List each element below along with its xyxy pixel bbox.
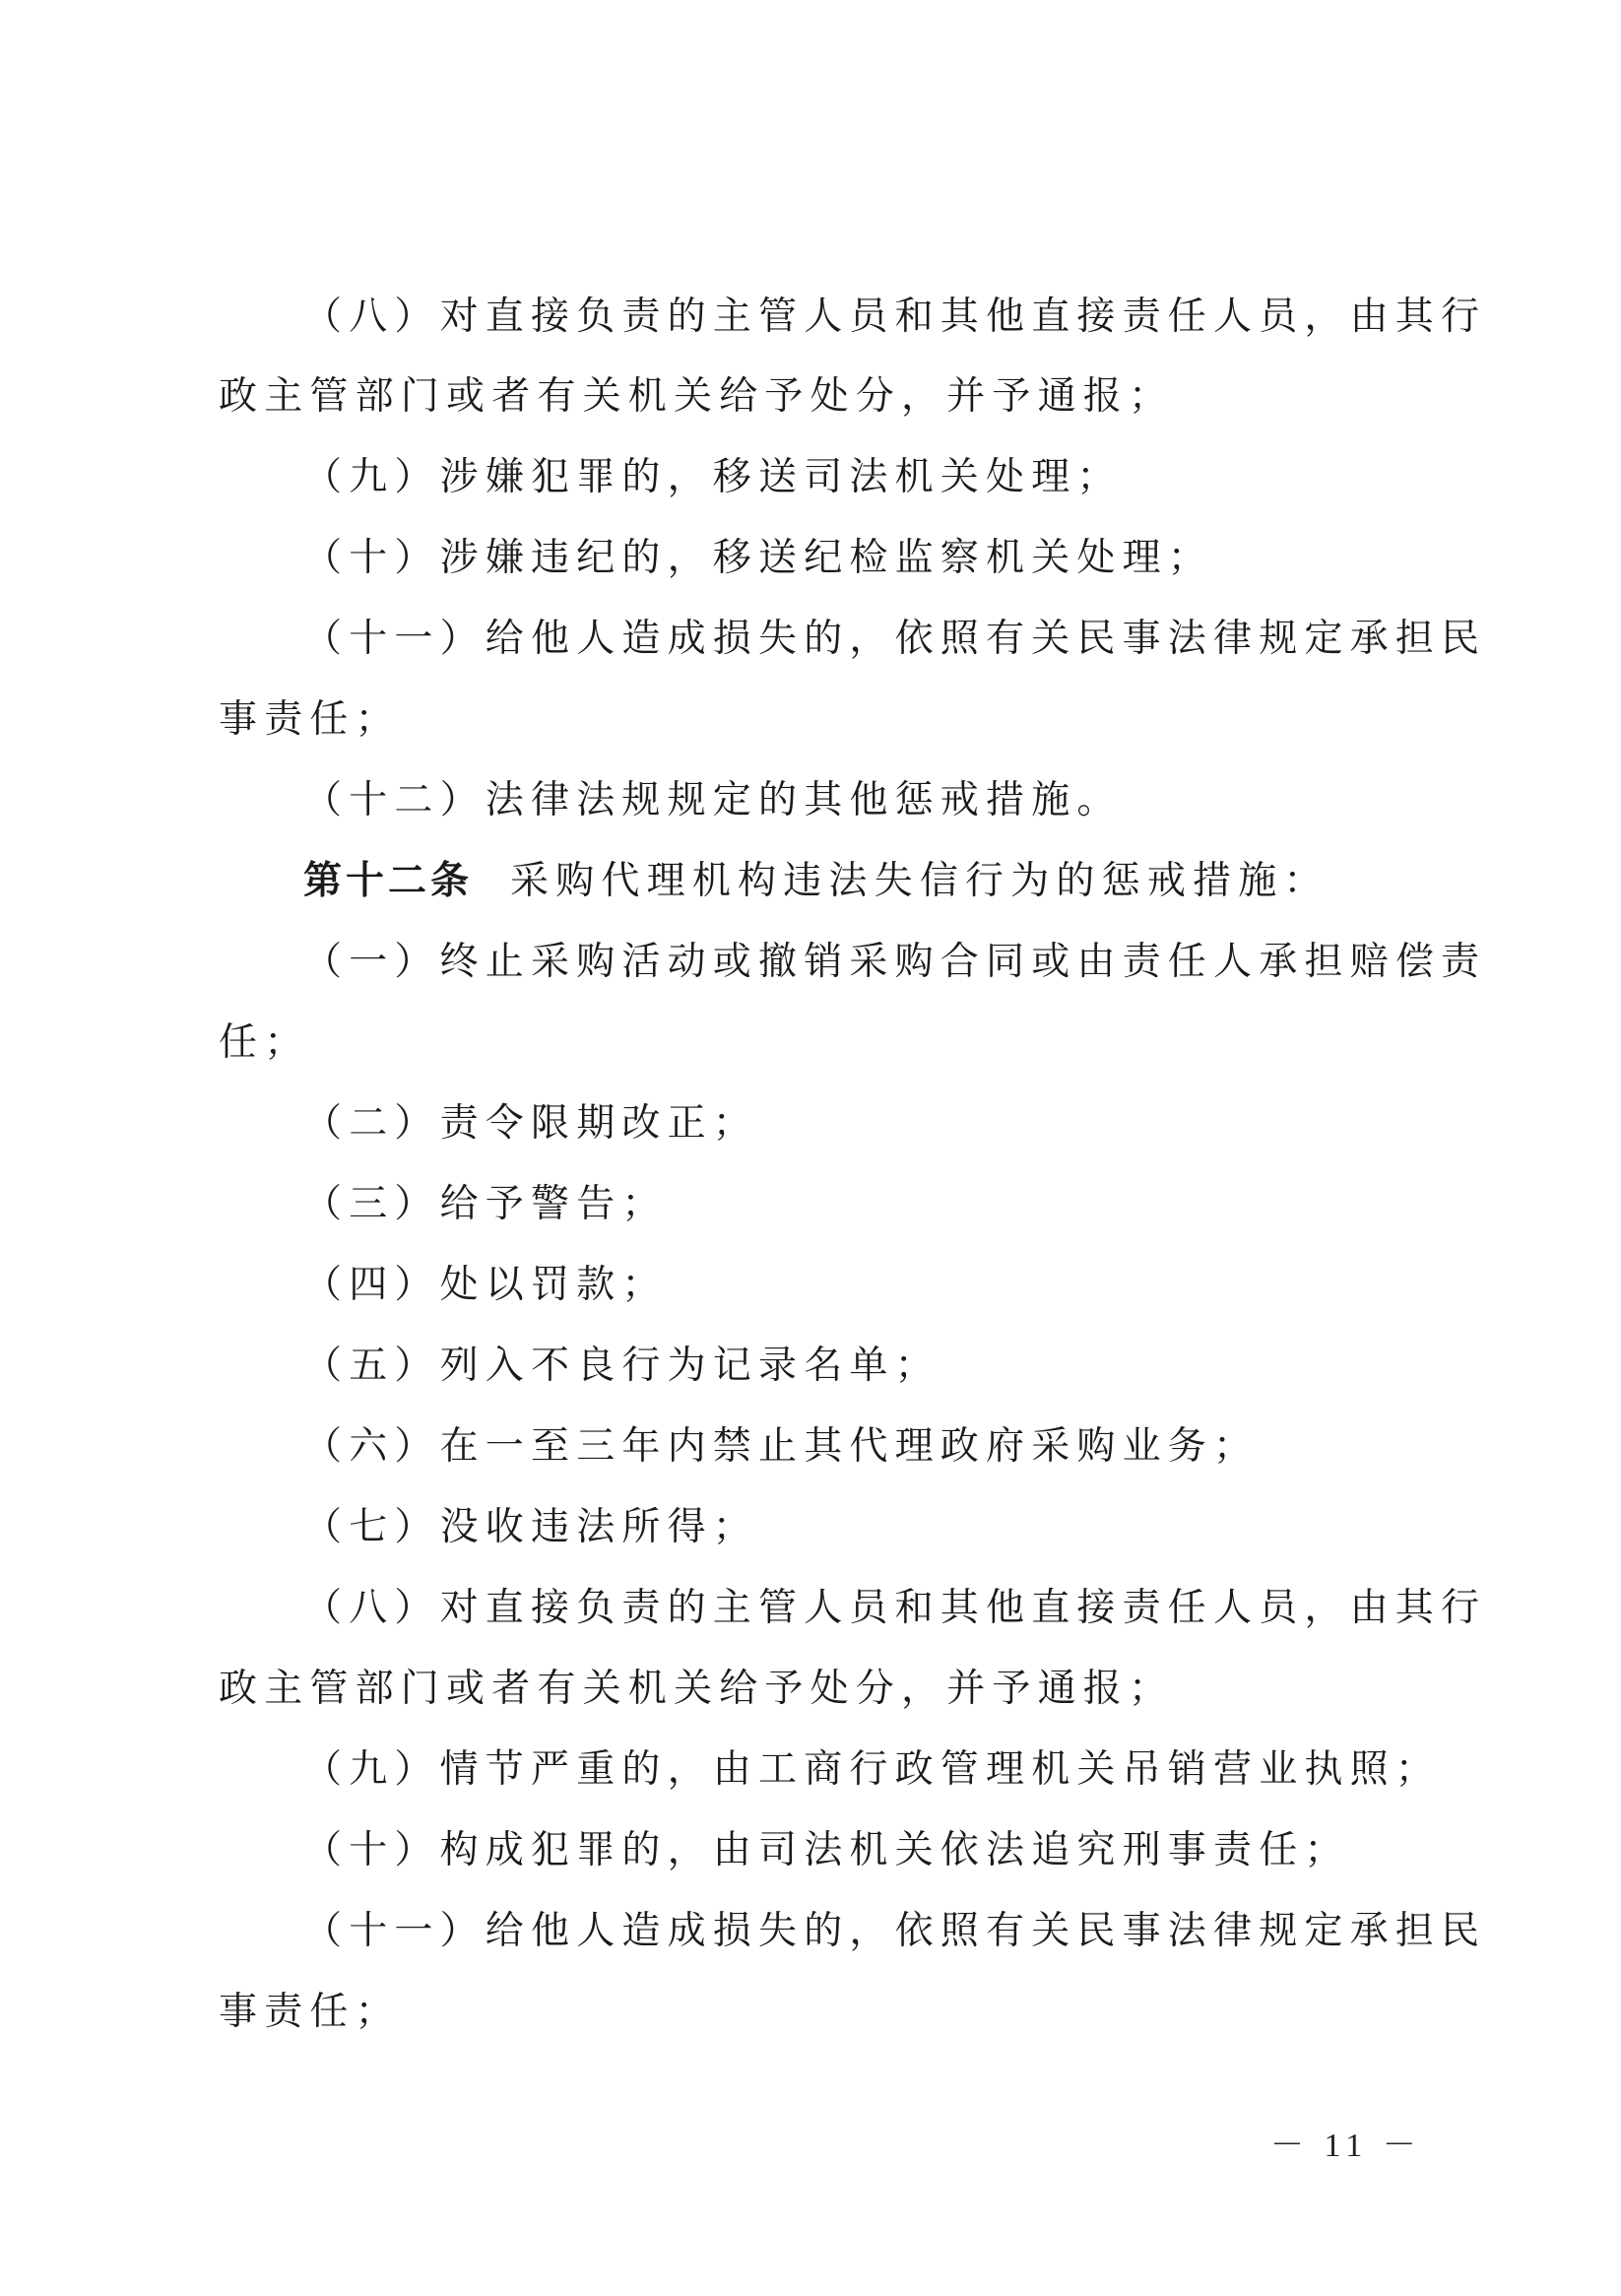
measure-8-line-1: （八）对直接负责的主管人员和其他直接责任人员，由其行 xyxy=(303,1586,1487,1630)
clause-11-line-2: 事责任； xyxy=(219,697,401,742)
measure-8-line-2: 政主管部门或者有关机关给予处分，并予通报； xyxy=(219,1667,1175,1711)
measure-1-line-2: 任； xyxy=(219,1020,310,1065)
article-12-paragraph xyxy=(303,858,1329,903)
measure-11-line-2: 事责任； xyxy=(219,1990,401,2034)
article-12-heading: 第十二条 xyxy=(303,858,474,903)
clause-9: （九）涉嫌犯罪的，移送司法机关处理； xyxy=(303,455,1123,499)
measure-10: （十）构成犯罪的，由司法机关依法追究刑事责任； xyxy=(303,1828,1350,1872)
measure-3: （三）给予警告； xyxy=(303,1182,668,1226)
measure-4: （四）处以罚款； xyxy=(303,1263,668,1307)
measure-2: （二）责令限期改正； xyxy=(303,1101,759,1146)
measure-11-line-1: （十一）给他人造成损失的，依照有关民事法律规定承担民 xyxy=(303,1909,1487,1953)
measure-7: （七）没收违法所得； xyxy=(303,1505,759,1549)
measure-5: （五）列入不良行为记录名单； xyxy=(303,1344,940,1388)
page-number: － 11 － xyxy=(1270,2128,1422,2164)
measure-9: （九）情节严重的，由工商行政管理机关吊销营业执照； xyxy=(303,1747,1442,1792)
clause-8-line-1: （八）对直接负责的主管人员和其他直接责任人员，由其行 xyxy=(303,295,1487,339)
measure-1-line-1: （一）终止采购活动或撤销采购合同或由责任人承担赔偿责 xyxy=(303,940,1487,984)
article-12-intro: 采购代理机构违法失信行为的惩戒措施： xyxy=(510,859,1329,903)
measure-6: （六）在一至三年内禁止其代理政府采购业务； xyxy=(303,1424,1260,1469)
clause-10: （十）涉嫌违纪的，移送纪检监察机关处理； xyxy=(303,536,1214,580)
clause-12: （十二）法律法规规定的其他惩戒措施。 xyxy=(303,778,1123,822)
clause-11-line-1: （十一）给他人造成损失的，依照有关民事法律规定承担民 xyxy=(303,617,1487,661)
clause-8-line-2: 政主管部门或者有关机关给予处分，并予通报； xyxy=(219,374,1175,419)
